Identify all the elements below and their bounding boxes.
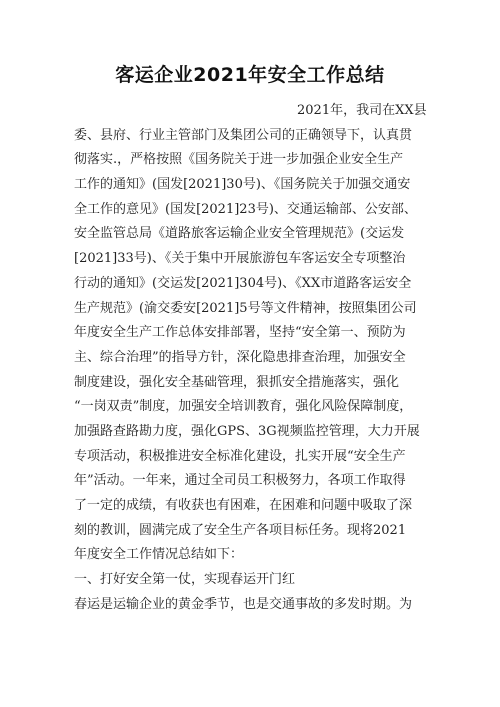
paragraph-line: “一岗双责”制度，加强安全培训教育，强化风险保障制度， xyxy=(74,399,413,415)
paragraph-line: 安全监管总局《道路旅客运输企业安全管理规范》(交运发 xyxy=(74,226,405,242)
paragraph-line: 全工作的意见》(国发[2021]23号)、交通运输部、公安部、 xyxy=(74,201,417,217)
paragraph-line: 行动的通知》(交运发[2021]304号)、《XX市道路客运安全 xyxy=(74,275,412,291)
paragraph-line: 年度安全生产工作总体安排部署，坚持“安全第一、预防为 xyxy=(74,325,406,341)
document-body xyxy=(74,99,432,617)
paragraph-line: 加强路查路勘力度，强化GPS、3G视频监控管理，大力开展 xyxy=(74,423,420,439)
paragraph-line: 刻的教训，圆满完成了安全生产各项目标任务。现将2021 xyxy=(74,522,407,538)
paragraph-line: 年”活动。一年来，通过全司员工积极努力，各项工作取得 xyxy=(74,473,406,489)
paragraph-line: 年度安全工作情况总结如下： xyxy=(74,547,244,563)
paragraph-line: 委、县府、行业主管部门及集团公司的正确领导下，认真贯 xyxy=(74,127,413,143)
paragraph-line: 工作的通知》(国发[2021]30号)、《国务院关于加强交通安 xyxy=(74,177,411,193)
document-title: 客运企业2021年安全工作总结 xyxy=(115,64,385,86)
paragraph-line: [2021]33号)、《关于集中开展旅游包车客运安全专项整治 xyxy=(74,251,406,267)
paragraph-line: 2021年，我司在XX县 xyxy=(297,103,427,118)
paragraph-line: 制度建设，强化安全基础管理，狠抓安全措施落实，强化 xyxy=(74,374,400,390)
paragraph-line: 了一定的成绩，有收获也有困难，在困难和问题中吸取了深 xyxy=(74,498,413,513)
paragraph-line: 生产规范》(渝交委安[2021]5号等文件精神，按照集团公司 xyxy=(74,300,417,316)
paragraph-line: 春运是运输企业的黄金季节，也是交通事故的多发时期。为 xyxy=(74,596,413,612)
paragraph-line: 主、综合治理”的指导方针，深化隐患排查治理，加强安全 xyxy=(74,349,406,365)
paragraph-line: 专项活动，积极推进安全标准化建设，扎实开展“安全生产 xyxy=(74,448,406,464)
section-heading: 一、打好安全第一仗，实现春运开门红 xyxy=(74,572,296,588)
paragraph-line: 彻落实.，严格按照《国务院关于进一步加强企业安全生产 xyxy=(74,152,404,168)
